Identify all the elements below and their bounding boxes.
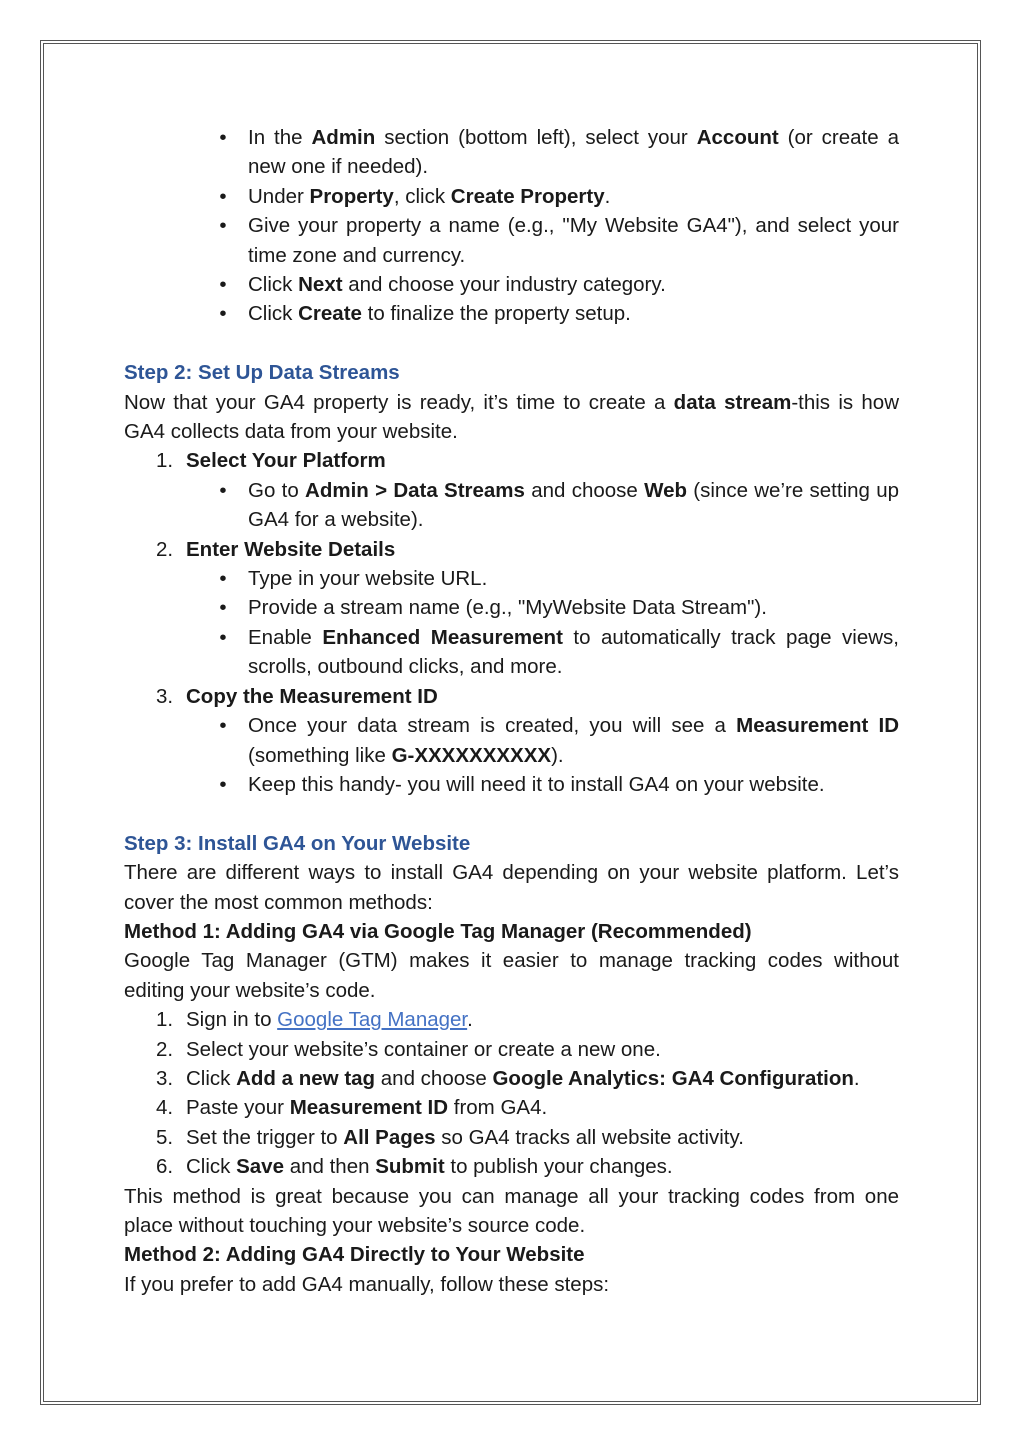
list-item: • Type in your website URL. — [248, 564, 899, 593]
bullet-icon: • — [219, 714, 227, 738]
list-item: 2. Enter Website Details • Type in your website URL. • Provide a stream name (e.g., "MyWebsite Data Stream"). • Enable Enhanced Measurement to automatically track page views, scrolls, outbound clicks, and more. — [186, 535, 899, 682]
bullet-icon: • — [219, 596, 227, 620]
method-1-intro: Google Tag Manager (GTM) makes it easier to manage tracking codes without editing your website’s code. — [124, 949, 899, 1002]
method-1-steps — [124, 1005, 899, 1181]
list-item: • Go to Admin > Data Streams and choose Web (since we’re setting up GA4 for a website). — [248, 476, 899, 535]
google-tag-manager-link[interactable]: Google Tag Manager — [277, 1008, 468, 1032]
list-item: 3. Copy the Measurement ID • Once your data stream is created, you will see a Measurement ID (something like G-XXXXXXXXXX). • Keep this handy- you will need it to install GA4 on your website. — [186, 682, 899, 800]
list-item: • Enable Enhanced Measurement to automatically track page views, scrolls, outbound clicks, and more. — [248, 623, 899, 682]
bullet-icon: • — [219, 772, 227, 796]
list-item: 3. Click Add a new tag and choose Google Analytics: GA4 Configuration. — [156, 1066, 860, 1090]
step-2-list — [124, 446, 899, 799]
bullet-icon: • — [219, 478, 227, 502]
list-item: • In the Admin section (bottom left), select your Account (or create a new one if needed). — [248, 123, 899, 182]
list-item: 1. Sign in to Google Tag Manager. — [156, 1008, 473, 1032]
list-item: • Click Create to finalize the property setup. — [248, 299, 899, 328]
item-title: Copy the Measurement ID — [186, 684, 438, 708]
list-item: 6. Click Save and then Submit to publish your changes. — [156, 1155, 673, 1179]
step-2-intro: Now that your GA4 property is ready, it’s time to create a data stream-this is how GA4 collects data from your website. — [124, 390, 900, 444]
list-item: • Under Property, click Create Property. — [248, 182, 899, 211]
bullet-icon: • — [219, 273, 227, 297]
bullet-icon: • — [219, 302, 227, 326]
item-title: Enter Website Details — [186, 537, 396, 561]
list-item: 2. Select your website’s container or create a new one. — [156, 1037, 661, 1061]
list-item: • Keep this handy- you will need it to install GA4 on your website. — [248, 770, 899, 799]
list-item: • Click Next and choose your industry category. — [248, 270, 899, 299]
list-item: • Once your data stream is created, you will see a Measurement ID (something like G-XXXXXXXXXX). — [248, 711, 899, 770]
document-body — [124, 123, 899, 1299]
list-item: 5. Set the trigger to All Pages so GA4 tracks all website activity. — [156, 1125, 744, 1149]
bullet-icon: • — [219, 126, 227, 149]
list-item: • Give your property a name (e.g., "My Website GA4"), and select your time zone and currency. — [248, 211, 899, 270]
bullet-icon: • — [219, 184, 227, 208]
item-title: Select Your Platform — [186, 449, 386, 473]
list-item: • Provide a stream name (e.g., "MyWebsite Data Stream"). — [248, 593, 899, 622]
step-3-heading: Step 3: Install GA4 on Your Website — [124, 831, 471, 855]
list-item: 4. Paste your Measurement ID from GA4. — [156, 1096, 548, 1120]
method-1-outro: This method is great because you can manage all your tracking codes from one place without touching your website’s source code. — [124, 1184, 899, 1237]
method-2-intro: If you prefer to add GA4 manually, follow these steps: — [124, 1272, 610, 1296]
intro-bullet-list — [124, 123, 899, 329]
method-1-title: Method 1: Adding GA4 via Google Tag Manager (Recommended) — [124, 919, 752, 943]
step-2-heading: Step 2: Set Up Data Streams — [124, 361, 400, 385]
step-3-intro: There are different ways to install GA4 depending on your website platform. Let’s cover the most common methods: — [124, 861, 899, 914]
list-item: 1. Select Your Platform • Go to Admin > Data Streams and choose Web (since we’re setting up GA4 for a website). — [186, 446, 899, 534]
method-2-title: Method 2: Adding GA4 Directly to Your Website — [124, 1243, 585, 1267]
bullet-icon: • — [219, 567, 227, 591]
bullet-icon: • — [219, 625, 227, 649]
bullet-icon: • — [219, 214, 227, 238]
